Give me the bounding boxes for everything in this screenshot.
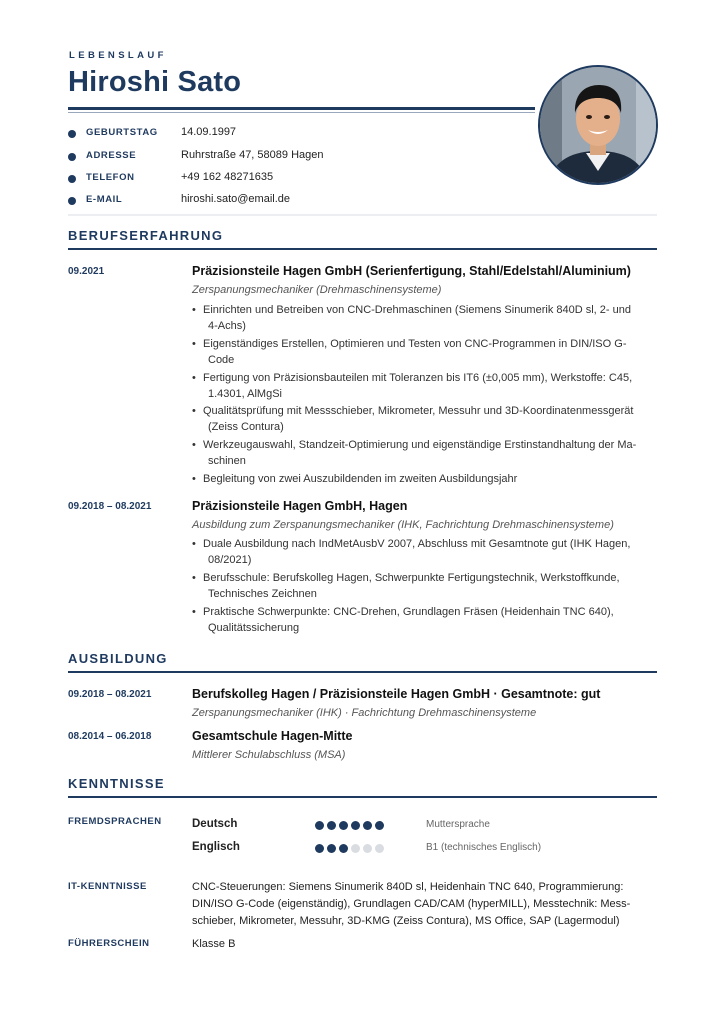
rating-dot-empty-icon (351, 844, 360, 853)
language-name: Deutsch (192, 818, 238, 830)
rating-dot-filled-icon (375, 821, 384, 830)
list-item: • Praktische Schwerpunkte: CNC-Drehen, Grundlagen Fräsen (Heidenhain TNC 640), Qualitätssicherung (192, 606, 614, 634)
rating-dot-filled-icon (327, 821, 336, 830)
section-rule (68, 796, 657, 798)
rating-dot-empty-icon (375, 844, 384, 853)
entry-date: 09.2021 (68, 266, 105, 277)
rating-dot-filled-icon (351, 821, 360, 830)
rating-dot-empty-icon (363, 844, 372, 853)
section-title-education: AUSBILDUNG (68, 651, 168, 666)
list-item: • Berufsschule: Berufskolleg Hagen, Schwerpunkte Fertigungstechnik, Werkstoffkunde, Technisches Zeichnen (192, 572, 620, 600)
list-item: • Begleitung von zwei Auszubildenden im zweiten Ausbildungsjahr (192, 472, 658, 488)
info-value: +49 162 48271635 (181, 171, 274, 183)
section-title-skills: KENNTNISSE (68, 776, 165, 791)
entry-title: Präzisionsteile Hagen GmbH, Hagen (192, 499, 408, 513)
bullet-icon: • (192, 538, 196, 550)
info-value: 14.09.1997 (181, 126, 237, 138)
list-item: • Qualitätsprüfung mit Messschieber, Mikrometer, Messuhr und 3D-Koordinatenmessgerät (Zeiss Contura) (192, 405, 634, 433)
languages-label: FREMDSPRACHEN (68, 816, 162, 827)
bullet-dot-icon (68, 197, 76, 205)
header-rule-thin (68, 112, 535, 113)
bullet-icon: • (192, 304, 196, 316)
list-item: • Fertigung von Präzisionsbauteilen mit Toleranzen bis IT6 (±0,005 mm), Werkstoffe: C45, 1.4301, AlMgSi (192, 372, 633, 400)
info-value: hiroshi.sato@email.de (181, 193, 290, 205)
it-skills-text: CNC-Steuerungen: Siemens Sinumerik 840D sl, Heidenhain TNC 640, Programmierung: DIN/ISO G-Code (eigenständig), Grundlagen CAD/CAM (hyperMILL), Messtechnik: Mess- schieber, Mikrometer, Messuhr, 3D-KMG (Zeiss Contura), MS Office, SAP (Lagermodul) (192, 881, 631, 927)
language-rating (315, 821, 384, 830)
section-rule (68, 248, 657, 250)
entry-subtitle: Mittlerer Schulabschluss (MSA) (192, 749, 346, 761)
entry-date: 08.2014 – 06.2018 (68, 731, 152, 742)
info-label: ADRESSE (86, 150, 137, 161)
rating-dot-filled-icon (315, 844, 324, 853)
list-item: • Einrichten und Betreiben von CNC-Drehmaschinen (Siemens Sinumerik 840D sl, 2- und 4-Achs) (192, 304, 631, 332)
profile-photo (538, 65, 658, 185)
entry-subtitle: Zerspanungsmechaniker (IHK) · Fachrichtung Drehmaschinensysteme (192, 707, 537, 719)
info-label: E-MAIL (86, 194, 123, 205)
entry-subtitle: Ausbildung zum Zerspanungsmechaniker (IHK, Fachrichtung Drehmaschinensysteme) (192, 519, 614, 531)
bullet-icon: • (192, 439, 196, 451)
info-label: TELEFON (86, 172, 135, 183)
bullet-icon: • (192, 405, 196, 417)
info-label: GEBURTSTAG (86, 127, 158, 138)
bullet-icon: • (192, 338, 196, 350)
bullet-icon: • (192, 372, 196, 384)
header-rule (68, 107, 535, 110)
divider (68, 214, 657, 216)
license-label: FÜHRERSCHEIN (68, 938, 150, 949)
entry-date: 09.2018 – 08.2021 (68, 501, 152, 512)
rating-dot-filled-icon (315, 821, 324, 830)
entry-date: 09.2018 – 08.2021 (68, 689, 152, 700)
rating-dot-filled-icon (339, 821, 348, 830)
bullet-dot-icon (68, 153, 76, 161)
section-rule (68, 671, 657, 673)
document-type-label: LEBENSLAUF (69, 50, 167, 61)
language-rating (315, 844, 384, 853)
license-value: Klasse B (192, 938, 236, 950)
entry-title: Berufskolleg Hagen / Präzisionsteile Hagen GmbH · Gesamtnote: gut (192, 687, 601, 701)
entry-subtitle: Zerspanungsmechaniker (Drehmaschinensysteme) (192, 284, 442, 296)
language-level: B1 (technisches Englisch) (426, 842, 542, 853)
list-item: • Duale Ausbildung nach IndMetAusbV 2007, Abschluss mit Gesamtnote gut (IHK Hagen, 08/2021) (192, 538, 631, 566)
entry-title: Gesamtschule Hagen-Mitte (192, 729, 353, 743)
list-item: • Eigenständiges Erstellen, Optimieren und Testen von CNC-Programmen in DIN/ISO G- Code (192, 338, 627, 366)
rating-dot-filled-icon (327, 844, 336, 853)
rating-dot-filled-icon (363, 821, 372, 830)
language-level: Muttersprache (426, 819, 490, 830)
section-title-experience: BERUFSERFAHRUNG (68, 228, 224, 243)
entry-title: Präzisionsteile Hagen GmbH (Serienfertigung, Stahl/Edelstahl/Aluminium) (192, 264, 631, 278)
bullet-icon: • (192, 473, 196, 485)
applicant-name: Hiroshi Sato (68, 66, 242, 98)
bullet-icon: • (192, 572, 196, 584)
list-item: • Werkzeugauswahl, Standzeit-Optimierung und eigenständige Erstinstandhaltung der Ma- schinen (192, 439, 637, 467)
bullet-dot-icon (68, 175, 76, 183)
bullet-icon: • (192, 606, 196, 618)
info-value: Ruhrstraße 47, 58089 Hagen (181, 149, 324, 161)
language-name: Englisch (192, 841, 240, 853)
bullet-dot-icon (68, 130, 76, 138)
it-skills-label: IT-KENNTNISSE (68, 881, 147, 892)
rating-dot-filled-icon (339, 844, 348, 853)
